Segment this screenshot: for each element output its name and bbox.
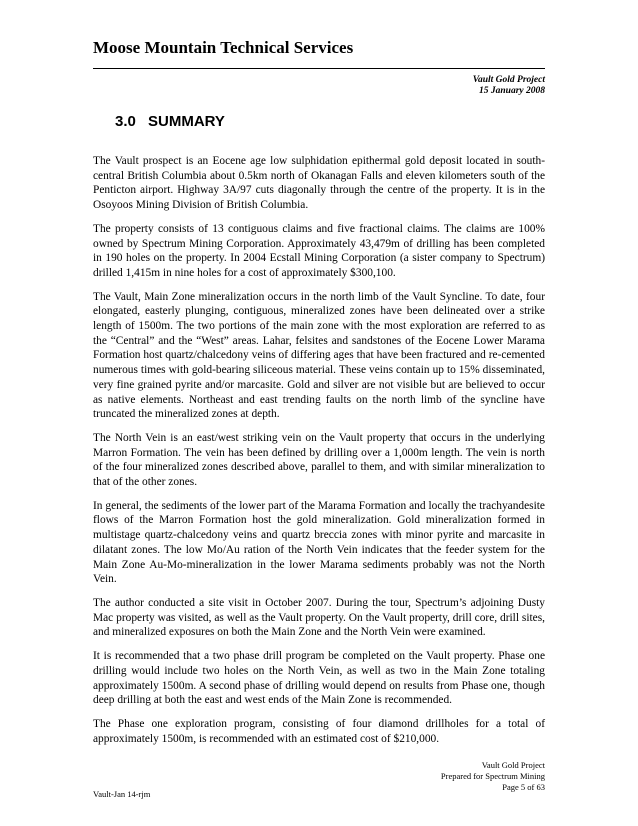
paragraph: It is recommended that a two phase drill program be completed on the Vault property. Phase one drilling would include two holes on the North Vein, as well as two in the Main Zone totaling approximately 1500m. A second phase of drilling would depend on results from Phase one, though deep drilling at both the east and west ends of the Main Zone is recommended.	[93, 650, 545, 707]
page-number: Page 5 of 63	[502, 782, 545, 792]
company-name: Moose Mountain Technical Services	[93, 38, 354, 57]
paragraph: The property consists of 13 contiguous claims and five fractional claims. The claims are 100% owned by Spectrum Mining Corporation. Approximately 43,479m of drilling has been completed in 190 holes on the property. In 2004 Ecstall Mining Corporation (a sister company to Spectrum) drilled 1,415m in nine holes for a cost of approximately $300,100.	[93, 222, 545, 279]
footer-right	[441, 760, 545, 793]
header-rule	[93, 68, 545, 69]
footer-prepared-for: Prepared for Spectrum Mining	[440, 771, 545, 781]
section-number: 3.0	[115, 113, 136, 130]
paragraph: In general, the sediments of the lower part of the Marama Formation and locally the trachyandesite flows of the Marron Formation host the gold mineralization. Gold mineralization formed in multistage quartz-chalcedony veins and quartz breccia zones with minor pyrite and marcasite in dilatant zones. The low Mo/Au ration of the North Vein indicates that the feeder system for the Main Zone Au-Mo-mineralization in the lower Marama sediments probably was not the North Vein.	[93, 499, 545, 586]
project-header	[473, 75, 545, 97]
paragraph: The Vault, Main Zone mineralization occurs in the north limb of the Vault Syncline. To date, four elongated, easterly plunging, contiguous, mineralized zones have been delineated over a strike length of 1500m. The two portions of the main zone with the most exploration are referred to as the “Central” and the “West” areas. Lahar, felsites and sandstones of the Eocene Lower Marama Formation host quartz/chalcedony veins of differing ages that have been fractured and re-cemented numerous times with gold-bearing siliceous material. These veins contain up to 15% disseminated, very fine grained pyrite and/or marcasite. Gold and silver are not visible but are believed to occur as native elements. Northeast and east trending faults on the north limb of the syncline have truncated the mineralized zones at depth.	[93, 290, 545, 421]
section-heading	[115, 113, 225, 130]
section-title: SUMMARY	[148, 113, 225, 130]
footer-project: Vault Gold Project	[481, 760, 545, 770]
paragraph: The Vault prospect is an Eocene age low sulphidation epithermal gold deposit located in south-central British Columbia about 0.5km north of Okanagan Falls and eleven kilometers south of the Penticton airport. Highway 3A/97 cuts diagonally through the centre of the property. It is in the Osoyoos Mining Division of British Columbia.	[93, 155, 545, 212]
project-name: Vault Gold Project	[472, 75, 545, 85]
footer-file-id: Vault-Jan 14-rjm	[93, 789, 151, 799]
report-date: 15 January 2008	[479, 86, 545, 96]
paragraph: The author conducted a site visit in October 2007. During the tour, Spectrum’s adjoining Dusty Mac property was visited, as well as the Vault property. On the Vault property, drill core, drill sites, and mineralized exposures on both the Main Zone and the North Vein were examined.	[93, 596, 545, 639]
paragraph: The North Vein is an east/west striking vein on the Vault property that occurs in the underlying Marron Formation. The vein has been defined by drilling over a 1,000m length. The vein is north of the four mineralized zones described above, parallel to them, and with similar mineralization to that of the other zones.	[93, 431, 545, 489]
summary-body	[93, 154, 545, 755]
paragraph: The Phase one exploration program, consisting of four diamond drillholes for a total of approximately 1500m, is recommended with an estimated cost of $210,000.	[93, 717, 545, 745]
